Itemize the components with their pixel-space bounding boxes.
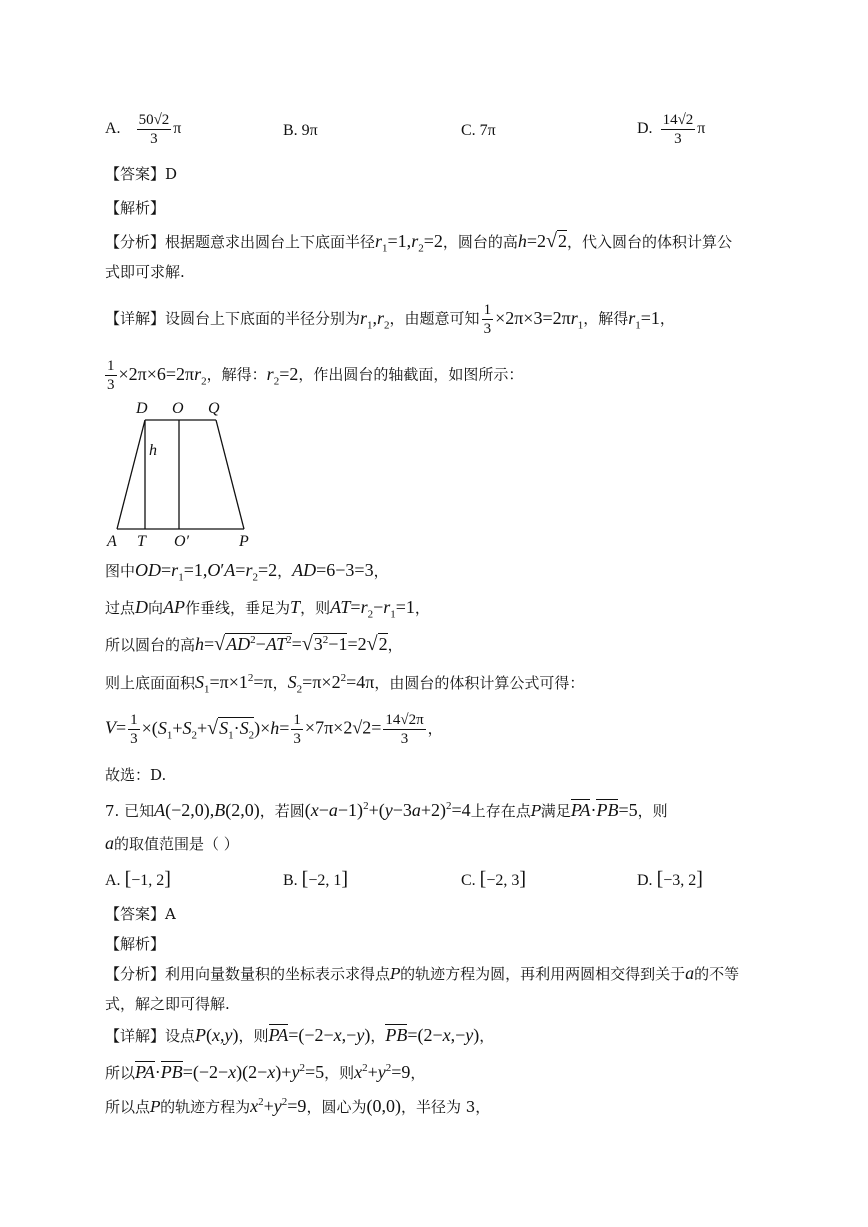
label-o-prime: O′	[174, 533, 190, 550]
q7-fenxi-line1: 【分析】利用向量数量积的坐标表示求得点P的轨迹方程为圆，再利用两圆相交得到关于a的不等	[105, 963, 740, 983]
q6-answer: 【答案】D	[105, 165, 178, 183]
label-a: A	[107, 533, 117, 550]
q7-fenxi-line2: 式，解之即可得解.	[105, 995, 230, 1013]
q6-fenxi-line2: 式即可求解.	[105, 263, 185, 281]
q7-option-d: D. [−3, 2]	[637, 868, 703, 890]
label-o: O	[172, 400, 184, 417]
q7-option-c: C. [−2, 3]	[461, 868, 527, 890]
q6-perp-line: 过点D向AP作垂线，垂足为T，则$AT=r_2-r_1=1$，	[105, 597, 430, 621]
label-d: D	[136, 400, 148, 417]
q6-option-b: B. 9π	[283, 122, 318, 139]
q6-option-d: D. $\frac{14√2}{3}$ π	[637, 112, 706, 147]
label-p: P	[239, 533, 249, 550]
q6-choose: 故选：D.	[105, 766, 167, 784]
frustum-axial-section-figure	[100, 396, 270, 552]
right-leg-line	[216, 420, 244, 529]
q7-stem-line1: 7. 已知A(−2,0),B(2,0)，若圆$(x-a-1)^2+(y-3a+2)^2=4$上存在点P满足PA·PB=5，则	[105, 800, 668, 820]
left-leg-line	[117, 420, 145, 529]
q7-so1-line: 所以$PA\cdot PB=(-2-x)(2-x)+y^2=5$，则$x^2+y^2=9$，	[105, 1062, 426, 1082]
q7-stem-line2: a的取值范围是（ ）	[105, 833, 239, 853]
q7-jiexi-heading: 【解析】	[105, 935, 166, 953]
q6-r2-line: $\frac{1}{3}$ $\times 2\pi\times 6=2\pi r_2$，解得：$r_2=2$，作出圆台的轴截面，如图所示：	[107, 358, 524, 393]
label-h: h	[149, 442, 157, 459]
q6-height-line: 所以圆台的高$h=√AD^2-AT^2=√3^2-1=2√2$，	[105, 633, 403, 655]
q6-jiexi-heading: 【解析】	[105, 199, 166, 217]
q7-xiangjie-line: 【详解】设点P(x,y)，则PA=(−2−x,−y)，PB=(2−x,−y)，	[105, 1025, 495, 1045]
q6-option-c: C. 7π	[461, 122, 496, 139]
q7-so2-line: 所以点P的轨迹方程为$x^2+y^2=9$，圆心为(0,0)，半径为 3，	[105, 1096, 491, 1116]
q6-od-line: 图中$OD=r_1=1,O'A=r_2=2$，AD=6−3=3，	[105, 560, 389, 584]
q7-answer: 【答案】A	[105, 905, 176, 923]
label-t: T	[137, 533, 146, 550]
q6-volume-line: V= $\frac{1}{3}$ $\times(S_1+S_2+√S_1\cdot S_2)\times h=$ $\frac{1}{3}$ ×7π×2√2= $\frac{14√2\pi}{3}$ ，	[105, 712, 443, 747]
q7-option-a: A. [−1, 2]	[105, 868, 171, 890]
q6-fenxi-line1: 【分析】根据题意求出圆台上下底面半径$r_1=1,r_2=2$，圆台的高h=2√2，代入圆台的体积计算公	[105, 230, 733, 255]
q6-option-a: A. $\frac{50√2}{3}$ π	[105, 112, 182, 147]
q7-option-b: B. [−2, 1]	[283, 868, 349, 890]
q6-xiangjie-line1: 【详解】设圆台上下底面的半径分别为$r_1,r_2$，由题意可知 $\frac{1}{3}$ $\times 2\pi\times 3=2\pi r_1$，解得$r_1=1$，	[105, 302, 675, 337]
q6-area-line: 则上底面面积$S_1=\pi\times 1^2=\pi$，$S_2=\pi\times 2^2=4\pi$，由圆台的体积计算公式可得：	[105, 672, 585, 696]
label-q: Q	[208, 400, 220, 417]
